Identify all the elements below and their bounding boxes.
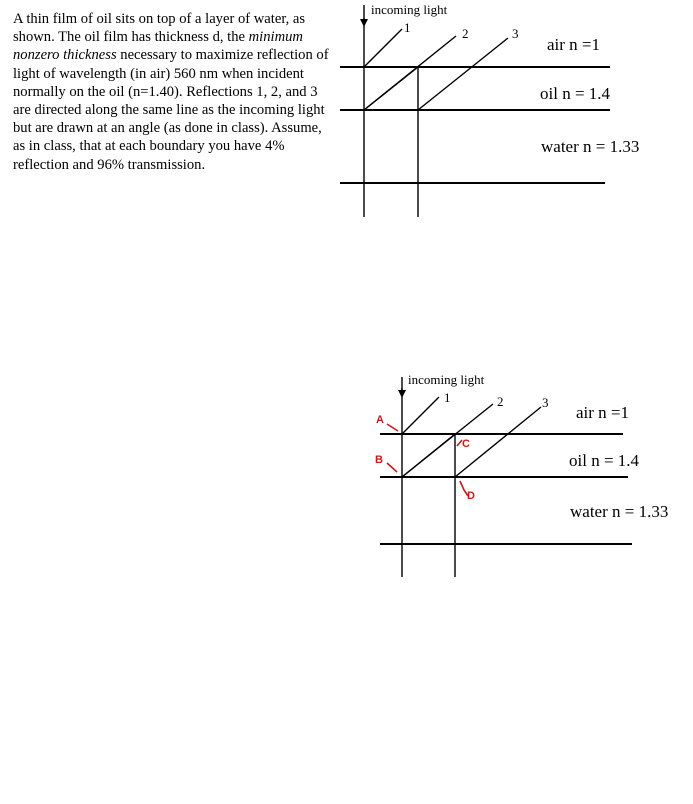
reflection-ray-1-2 [402, 397, 439, 434]
annotation-c: C [462, 438, 470, 450]
incoming-light-label-2: incoming light [408, 372, 485, 387]
ray-label-2-2: 2 [497, 394, 504, 409]
annotation-arrow-a [387, 424, 398, 431]
water-label-2: water n = 1.33 [570, 502, 669, 521]
ray-label-1-2: 1 [444, 390, 451, 405]
problem-text-part2: necessary to maximize reflection of light of wavelength (in air) 560 nm when incident normally on the oil (n=1.40). Reflections 1, 2, and 3 are directed along the same line as the incoming light but are drawn at an angle (as done in class). Assume, as in class, that at each boundary you have 4% reflection and 96% transmission. [13, 47, 329, 173]
incoming-arrow-head-2 [398, 390, 406, 398]
annotation-arrow-b [387, 463, 397, 472]
ray-label-3: 3 [512, 26, 519, 41]
annotation-d: D [467, 490, 475, 502]
air-label: air n =1 [547, 35, 601, 54]
annotation-b: B [375, 454, 383, 466]
annotation-a: A [376, 414, 384, 426]
ray-label-3-2: 3 [542, 395, 549, 410]
air-label-2: air n =1 [576, 403, 630, 422]
oil-label-2: oil n = 1.4 [569, 451, 640, 470]
ray-label-1: 1 [404, 20, 411, 35]
problem-emphasis: minimum nonzero thickness [13, 29, 303, 64]
water-label: water n = 1.33 [541, 137, 640, 156]
incoming-light-label: incoming light [371, 2, 448, 17]
refraction-ray-2 [402, 434, 455, 477]
oil-label: oil n = 1.4 [540, 84, 611, 103]
ray-label-2: 2 [462, 26, 469, 41]
problem-text-part1: A thin film of oil sits on top of a layer of water, as shown. The oil film has thickness d, the [13, 11, 306, 46]
